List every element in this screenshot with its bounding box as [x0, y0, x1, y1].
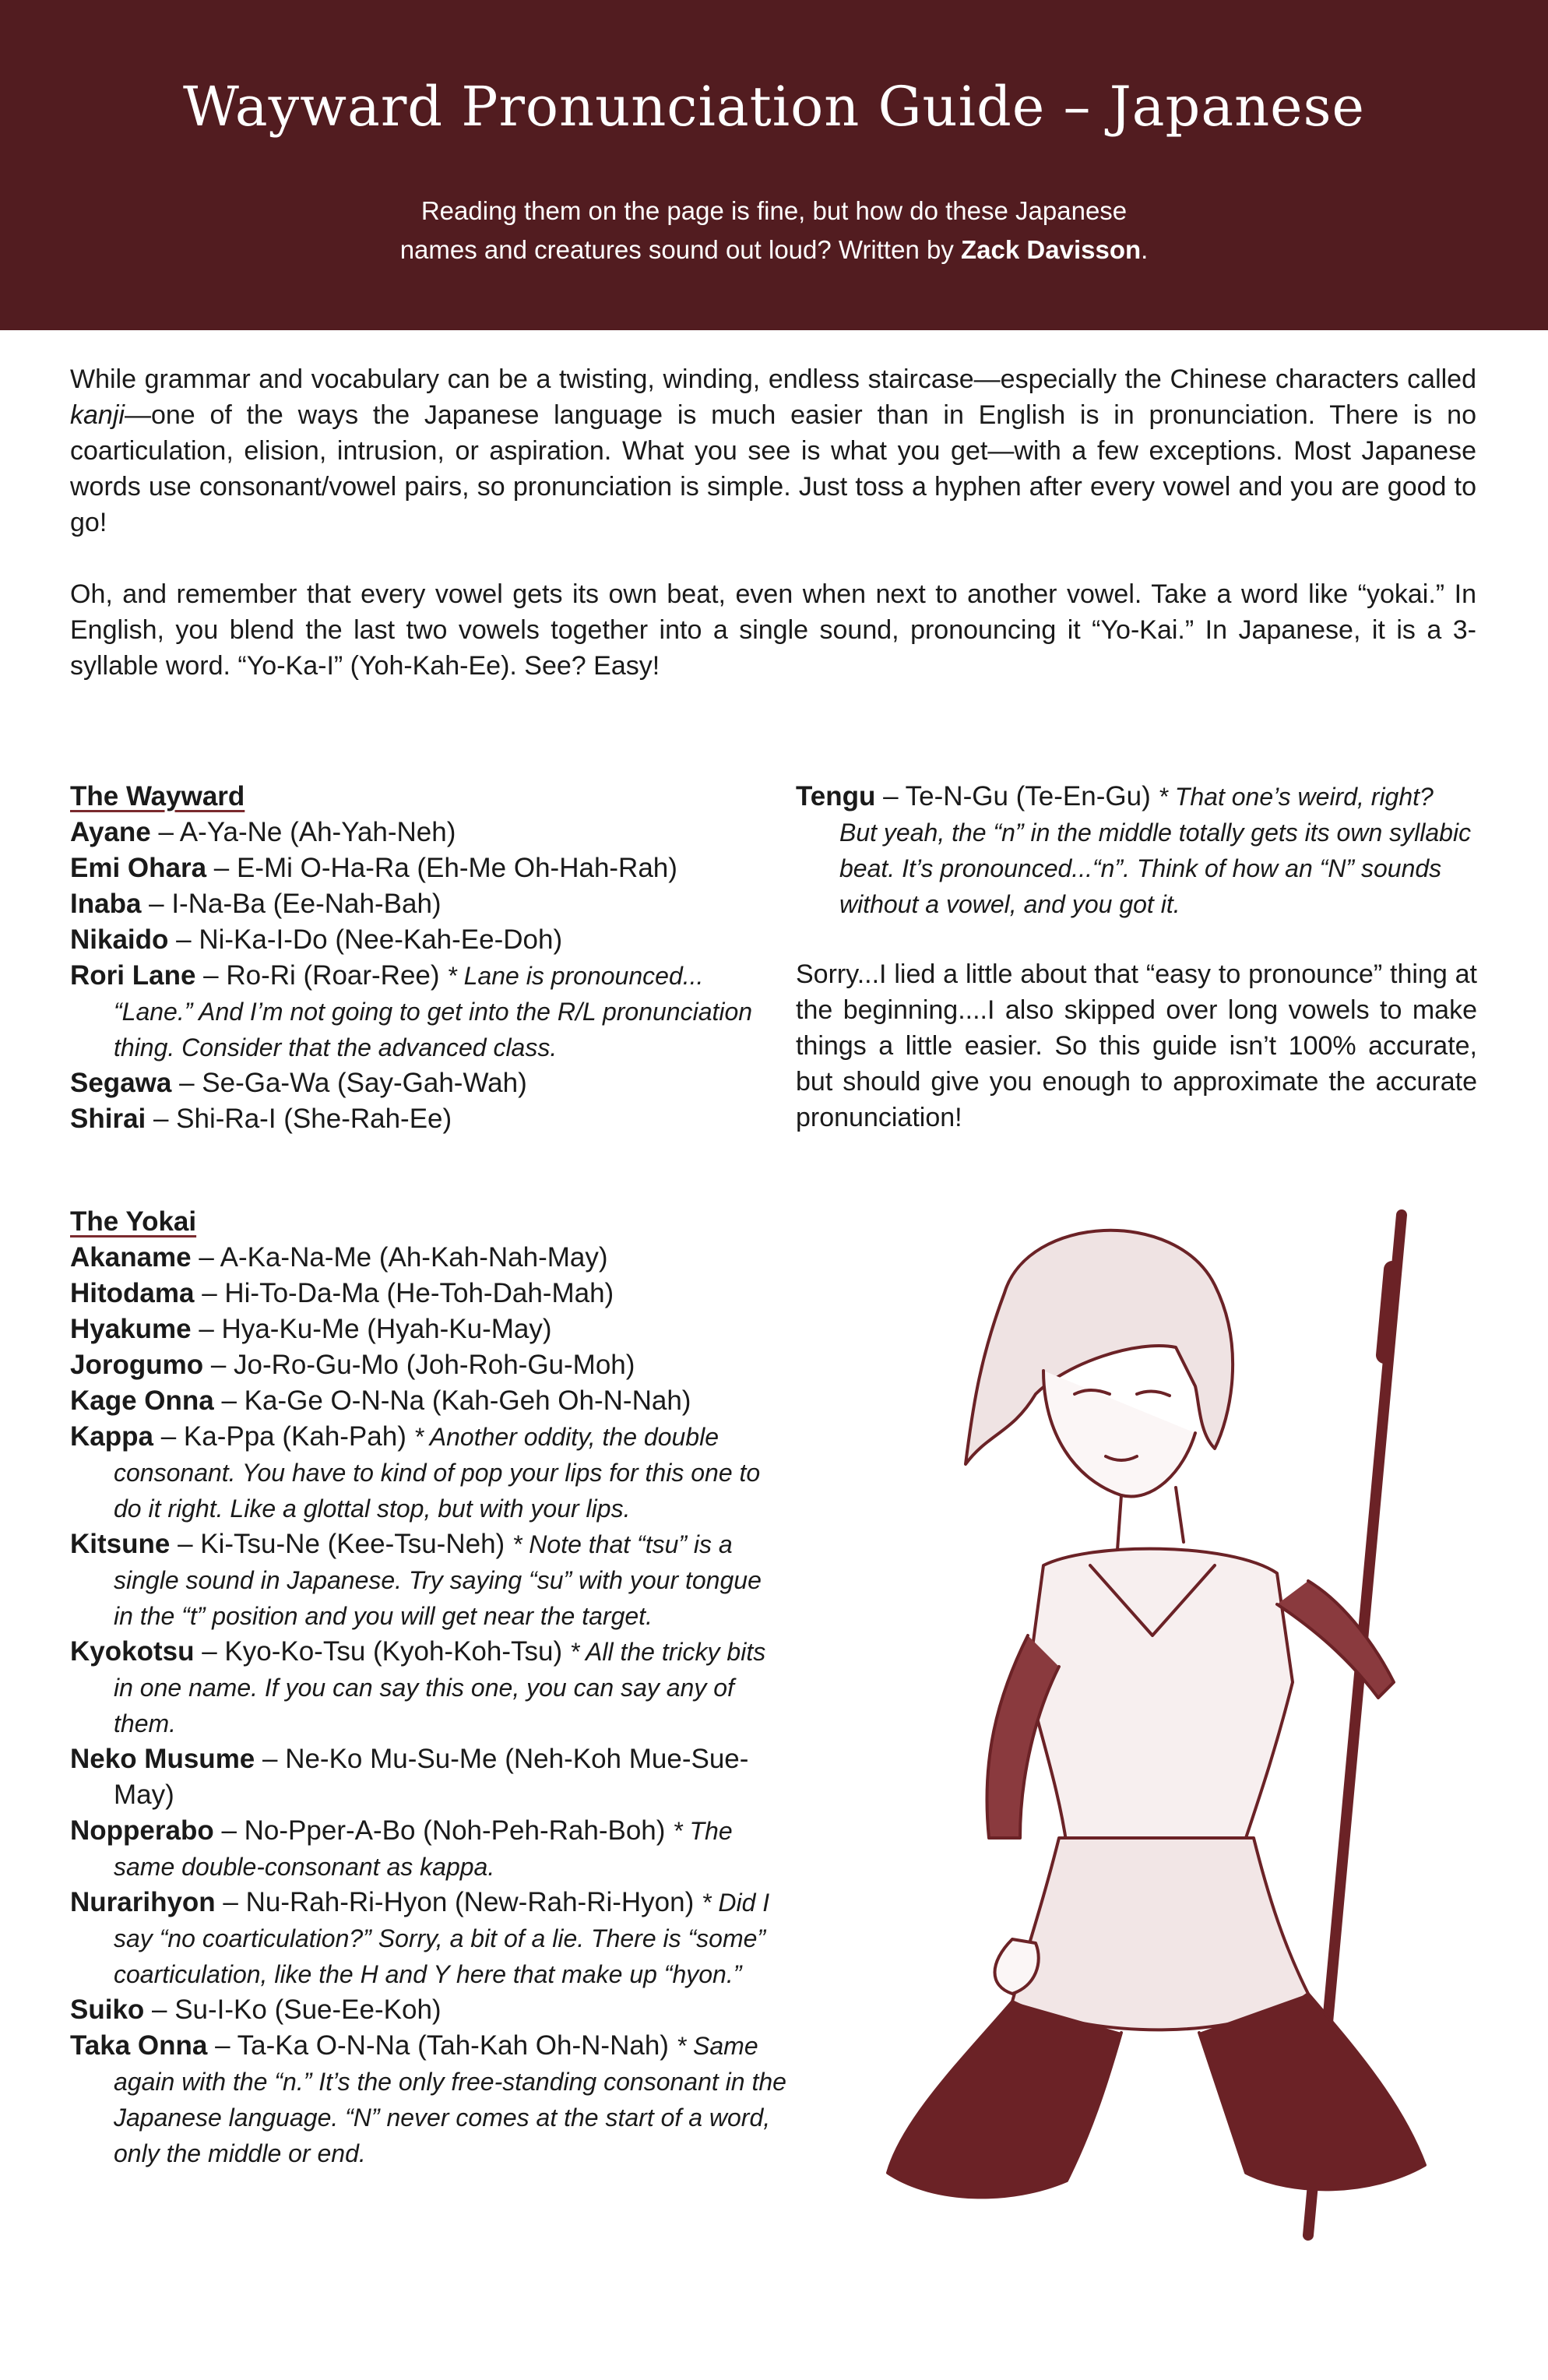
entry-name: Akaname — [70, 1242, 192, 1273]
list-item — [70, 1526, 786, 1634]
entry-name: Kage Onna — [70, 1385, 214, 1416]
intro-paragraph-1 — [70, 361, 1476, 540]
list-item — [70, 1065, 786, 1101]
entry-note: * Another oddity, the double consonant. You have to kind of pop your lips for this one to do it right. Like a glottal stop, but with your lips. — [114, 1423, 761, 1523]
entry-note: * The same double-consonant as kappa. — [114, 1817, 733, 1881]
entry-pronunciation: – I-Na-Ba (Ee-Nah-Bah) — [141, 889, 442, 919]
entry-name: Tengu — [796, 781, 876, 812]
entry-note: * Same again with the “n.” It’s the only free-standing consonant in the Japanese language. “N” never comes at the start of a word, only the middle or end. — [114, 2032, 786, 2167]
page-title: Wayward Pronunciation Guide – Japanese — [183, 75, 1365, 139]
list-item — [70, 1311, 786, 1347]
entry-name: Shirai — [70, 1104, 146, 1134]
wayward-title: The Wayward — [70, 781, 245, 812]
entry-pronunciation: – Ki-Tsu-Ne (Kee-Tsu-Neh) — [170, 1529, 512, 1559]
yokai-list — [70, 1240, 786, 2171]
list-item — [70, 815, 786, 850]
entry-pronunciation: – Ta-Ka O-N-Na (Tah-Kah Oh-N-Nah) — [207, 2030, 677, 2061]
list-item — [70, 1347, 786, 1383]
list-item — [70, 1383, 786, 1419]
yokai-title: The Yokai — [70, 1206, 197, 1237]
intro-kanji: kanji — [70, 400, 125, 430]
entry-pronunciation: – Jo-Ro-Gu-Mo (Joh-Roh-Gu-Moh) — [203, 1350, 635, 1380]
entry-pronunciation: – Ni-Ka-I-Do (Nee-Kah-Ee-Doh) — [168, 924, 563, 955]
entry-name: Jorogumo — [70, 1350, 204, 1380]
subtitle — [311, 192, 1237, 269]
entry-note: * Lane is pronounced... “Lane.” And I’m not going to get into the R/L pronunciation thing. Consider that the advanced class. — [114, 962, 753, 1061]
entry-pronunciation: – E-Mi O-Ha-Ra (Eh-Me Oh-Hah-Rah) — [206, 853, 677, 883]
entry-pronunciation: – Hya-Ku-Me (Hyah-Ku-May) — [191, 1314, 552, 1344]
entry-name: Hyakume — [70, 1314, 192, 1344]
entry-note: * Did I say “no coarticulation?” Sorry, a bit of a lie. There is “some” coarticulation, like the H and Y here that make up “hyon.” — [114, 1889, 770, 1988]
entry-pronunciation: – Ro-Ri (Roar-Ree) — [195, 960, 448, 991]
entry-name: Inaba — [70, 889, 142, 919]
list-item — [70, 1419, 786, 1526]
entry-name: Rori Lane — [70, 960, 196, 991]
entry-note: * That one’s weird, right? But yeah, the “n” in the middle totally gets its own syllabic beat. It’s pronounced...“n”. Think of how an “N” sounds without a vowel, and you got it. — [839, 783, 1472, 918]
intro-p1-a: While grammar and vocabulary can be a twisting, winding, endless staircase—especially the Chinese characters called — [70, 364, 1476, 394]
list-item — [70, 1240, 786, 1276]
entry-name: Kyokotsu — [70, 1636, 195, 1667]
entry-note: * Note that “tsu” is a single sound in Japanese. Try saying “su” with your tongue in the “t” position and you will get near the target. — [114, 1530, 762, 1630]
list-item — [70, 1741, 786, 1813]
entry-name: Nopperabo — [70, 1815, 214, 1846]
header-banner — [0, 0, 1548, 330]
entry-pronunciation: – Shi-Ra-I (She-Rah-Ee) — [146, 1104, 452, 1134]
entry-pronunciation: – No-Pper-A-Bo (Noh-Peh-Rah-Boh) — [213, 1815, 674, 1846]
subtitle-line2: names and creatures sound out loud? Written by — [399, 235, 954, 264]
entry-pronunciation: – Se-Ga-Wa (Say-Gah-Wah) — [171, 1068, 527, 1098]
entry-name: Taka Onna — [70, 2030, 208, 2061]
list-item — [70, 886, 786, 922]
entry-pronunciation: – Su-I-Ko (Sue-Ee-Koh) — [144, 1994, 442, 2025]
intro-p1-b: —one of the ways the Japanese language is much easier than in English is in pronunciation. There is no coarticulation, elision, intrusion, or aspiration. What you see is what you get—with a few exceptions. Most Japanese words use consonant/vowel pairs, so pronunciation is simple. Just toss a hyphen after every vowel and you are good to go! — [70, 400, 1476, 537]
list-item — [70, 850, 786, 886]
entry-name: Nikaido — [70, 924, 169, 955]
entry-pronunciation: – Kyo-Ko-Tsu (Kyoh-Koh-Tsu) — [194, 1636, 570, 1667]
list-item — [70, 1276, 786, 1311]
entry-pronunciation: – Ka-Ge O-N-Na (Kah-Geh Oh-N-Nah) — [213, 1385, 691, 1416]
author-name: Zack Davisson — [961, 235, 1142, 264]
entry-pronunciation: – Ne-Ko Mu-Su-Me (Neh-Koh Mue-Sue-May) — [114, 1744, 749, 1810]
entry-name: Emi Ohara — [70, 853, 207, 883]
subtitle-line1: Reading them on the page is fine, but how do these Japanese — [420, 196, 1128, 225]
entry-name: Neko Musume — [70, 1744, 255, 1774]
list-item — [70, 1634, 786, 1741]
entry-name: Nurarihyon — [70, 1887, 216, 1917]
yokai-section — [70, 1204, 786, 2171]
list-item — [70, 2028, 786, 2171]
entry-pronunciation: – A-Ya-Ne (Ah-Yah-Neh) — [150, 817, 456, 847]
list-item — [70, 1813, 786, 1885]
entry-name: Suiko — [70, 1994, 145, 2025]
entry-pronunciation: – Hi-To-Da-Ma (He-Toh-Dah-Mah) — [194, 1278, 614, 1308]
intro-paragraph-2: Oh, and remember that every vowel gets its own beat, even when next to another vowel. Take a word like “yokai.” In English, you blend the last two vowels together into a single sound, pronouncing it “Yo-Kai.” In Japanese, it is a 3-syllable word. “Yo-Ka-I” (Yoh-Kah-Ee). See? Easy! — [70, 579, 1476, 681]
entry-note: * All the tricky bits in one name. If you can say this one, you can say any of them. — [114, 1638, 766, 1737]
entry-name: Ayane — [70, 817, 151, 847]
entry-name: Kitsune — [70, 1529, 171, 1559]
list-item — [70, 1885, 786, 1992]
wayward-list — [70, 815, 786, 1137]
list-item — [70, 922, 786, 958]
entry-name: Kappa — [70, 1421, 153, 1452]
sorry-paragraph: Sorry...I lied a little about that “easy to pronounce” thing at the beginning....I also skipped over long vowels to make things a little easier. So this guide isn’t 100% accurate, but should give you enough to approximate the accurate pronunciation! — [796, 959, 1477, 1132]
entry-name: Segawa — [70, 1068, 172, 1098]
list-item — [70, 1101, 786, 1137]
entry-pronunciation: – Nu-Rah-Ri-Hyon (New-Rah-Ri-Hyon) — [215, 1887, 702, 1917]
list-item — [70, 958, 786, 1065]
list-item — [70, 1992, 786, 2028]
subtitle-end: . — [1141, 235, 1149, 264]
entry-pronunciation: – Te-N-Gu (Te-En-Gu) — [875, 781, 1159, 812]
wayward-section — [70, 779, 786, 1137]
entry-pronunciation: – A-Ka-Na-Me (Ah-Kah-Nah-May) — [191, 1242, 608, 1273]
tengu-entry — [796, 779, 1477, 922]
entry-pronunciation: – Ka-Ppa (Kah-Pah) — [153, 1421, 414, 1452]
list-item — [796, 779, 1477, 922]
entry-name: Hitodama — [70, 1278, 195, 1308]
girl-with-staff-illustration — [810, 1199, 1495, 2243]
